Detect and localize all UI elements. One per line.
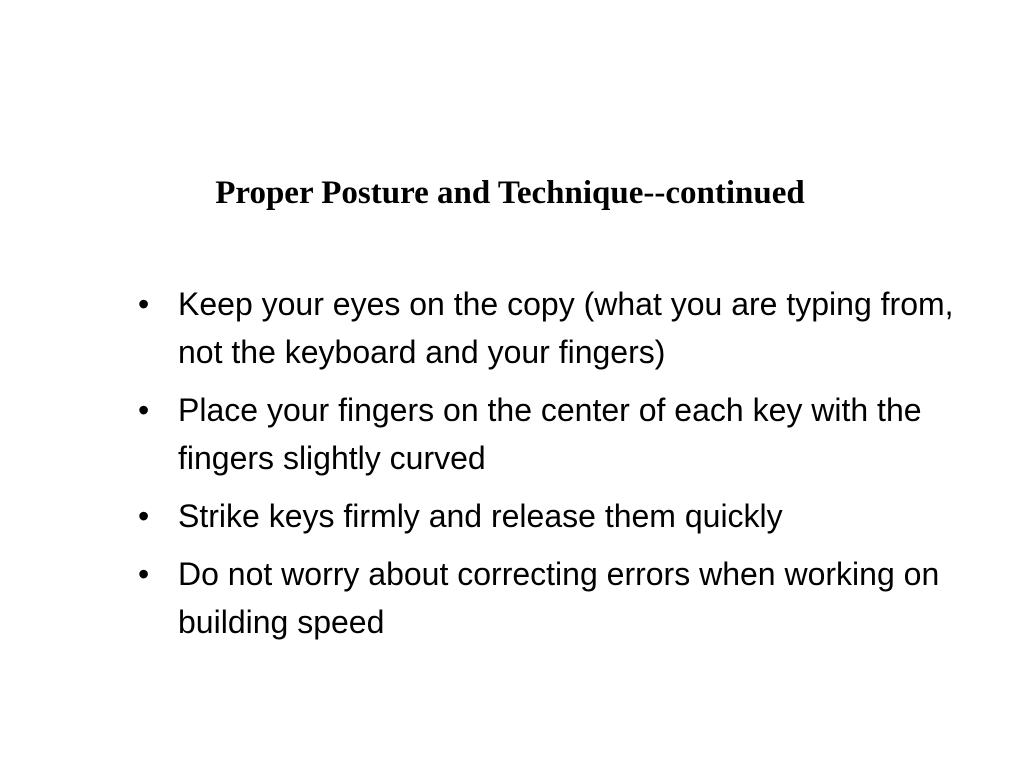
bullet-icon: • bbox=[138, 498, 150, 534]
slide-title: Proper Posture and Technique--continued bbox=[215, 175, 805, 211]
bullet-list bbox=[138, 280, 978, 656]
list-item bbox=[138, 492, 978, 540]
bullet-icon: • bbox=[138, 392, 150, 428]
bullet-text: Keep your eyes on the copy (what you are typing from, not the keyboard and your fingers) bbox=[178, 286, 954, 370]
bullet-icon: • bbox=[138, 286, 150, 322]
bullet-text: Place your fingers on the center of each key with the fingers slightly curved bbox=[178, 392, 922, 476]
bullet-text: Do not worry about correcting errors when working on building speed bbox=[178, 556, 940, 640]
list-item bbox=[138, 386, 978, 482]
list-item bbox=[138, 550, 978, 646]
list-item bbox=[138, 280, 978, 376]
bullet-text: Strike keys firmly and release them quickly bbox=[178, 498, 783, 534]
bullet-icon: • bbox=[138, 556, 150, 592]
